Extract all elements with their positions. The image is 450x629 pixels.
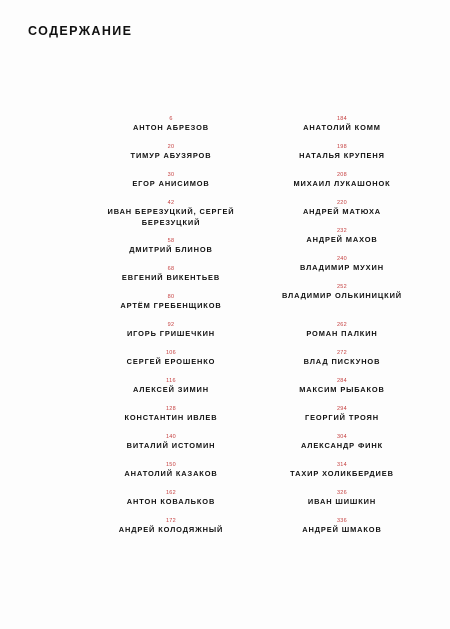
toc-entry[interactable] [86, 266, 256, 284]
toc-entry[interactable] [86, 434, 256, 452]
page-number: 262 [336, 322, 348, 328]
page-number: 198 [336, 144, 348, 150]
toc-entry[interactable] [86, 406, 256, 424]
entry-name: АНДРЕЙ КОЛОДЯЖНЫЙ [118, 525, 224, 534]
page-number: 106 [165, 350, 177, 356]
page-number: 20 [167, 144, 175, 150]
page-number: 128 [165, 406, 177, 412]
toc-entry[interactable] [86, 350, 256, 368]
toc-entry[interactable] [257, 322, 427, 340]
page-number: 336 [336, 518, 348, 524]
toc-entry[interactable] [257, 406, 427, 424]
page-number: 208 [336, 172, 348, 178]
page-number: 80 [167, 294, 175, 300]
entry-name: АЛЕКСЕЙ ЗИМИН [132, 385, 210, 394]
toc-entry[interactable] [86, 462, 256, 480]
page-number: 326 [336, 490, 348, 496]
entry-name: ИГОРЬ ГРИШЕЧКИН [126, 329, 216, 338]
page-number: 172 [165, 518, 177, 524]
toc-entry[interactable] [86, 518, 256, 536]
page-title: СОДЕРЖАНИЕ [28, 24, 133, 38]
page-number: 150 [165, 462, 177, 468]
toc-entry[interactable] [257, 144, 427, 162]
toc-entry[interactable] [257, 116, 427, 134]
entry-name: АНДРЕЙ МАТЮХА [302, 207, 382, 216]
entry-name: ЕВГЕНИЙ ВИКЕНТЬЕВ [121, 273, 221, 282]
toc-entry[interactable] [86, 172, 256, 190]
entry-name: НАТАЛЬЯ КРУПЕНЯ [299, 151, 385, 160]
page-number: 232 [336, 228, 348, 234]
toc-entry[interactable] [86, 490, 256, 508]
toc-entry[interactable] [257, 462, 427, 480]
page-number: 314 [336, 462, 348, 468]
entry-name: МИХАИЛ ЛУКАШОНОК [293, 179, 391, 188]
toc-entry[interactable] [86, 294, 256, 312]
page-number: 240 [336, 256, 348, 262]
toc-entry[interactable] [86, 378, 256, 396]
entry-name: ИВАН БЕРЕЗУЦКИЙ, СЕРГЕЙ БЕРЕЗУЦКИЙ [107, 207, 235, 227]
page-number: 140 [165, 434, 177, 440]
entry-name: АНАТОЛИЙ КОММ [303, 123, 381, 132]
toc-entry[interactable] [257, 172, 427, 190]
entry-name: АЛЕКСАНДР ФИНК [300, 441, 384, 450]
entry-name: ВИТАЛИЙ ИСТОМИН [126, 441, 216, 450]
entry-name: ВЛАД ПИСКУНОВ [303, 357, 381, 366]
toc-entry[interactable] [257, 228, 427, 246]
entry-name: ВЛАДИМИР МУХИН [300, 263, 384, 272]
entry-name: КОНСТАНТИН ИВЛЕВ [124, 413, 218, 422]
toc-entry[interactable] [257, 256, 427, 274]
entry-name: ДМИТРИЙ БЛИНОВ [129, 245, 213, 254]
entry-name: АРТЁМ ГРЕБЕНЩИКОВ [120, 301, 222, 310]
toc-entry[interactable] [86, 116, 256, 134]
toc-entry[interactable] [257, 378, 427, 396]
page-number: 68 [167, 266, 175, 272]
page-number: 92 [167, 322, 175, 328]
entry-name: ЕГОР АНИСИМОВ [132, 179, 210, 188]
toc-entry[interactable] [86, 200, 256, 228]
toc-entry[interactable] [257, 350, 427, 368]
page-number: 6 [169, 116, 173, 122]
entry-name: ТИМУР АБУЗЯРОВ [130, 151, 212, 160]
toc-entry[interactable] [86, 322, 256, 340]
page-number: 220 [336, 200, 348, 206]
entry-name: АНАТОЛИЙ КАЗАКОВ [124, 469, 218, 478]
page-number: 272 [336, 350, 348, 356]
toc-entry[interactable] [257, 518, 427, 536]
page-number: 162 [165, 490, 177, 496]
page-number: 184 [336, 116, 348, 122]
toc-entry[interactable] [257, 434, 427, 452]
page-number: 304 [336, 434, 348, 440]
toc-entry[interactable] [257, 284, 427, 302]
page-number: 284 [336, 378, 348, 384]
entry-name: АНТОН КОВАЛЬКОВ [126, 497, 216, 506]
page-number: 294 [336, 406, 348, 412]
entry-name: РОМАН ПАЛКИН [306, 329, 378, 338]
toc-entry[interactable] [257, 490, 427, 508]
entry-name: ИВАН ШИШКИН [307, 497, 377, 506]
entry-name: СЕРГЕЙ ЕРОШЕНКО [126, 357, 216, 366]
entry-name: ТАХИР ХОЛИКБЕРДИЕВ [290, 469, 394, 478]
toc-entry[interactable] [86, 144, 256, 162]
toc-entry[interactable] [257, 200, 427, 218]
entry-name: ВЛАДИМИР ОЛЬКИНИЦКИЙ [281, 291, 403, 300]
page-number: 42 [167, 200, 175, 206]
entry-name: АНТОН АБРЕЗОВ [133, 123, 209, 132]
entry-name: АНДРЕЙ МАХОВ [306, 235, 378, 244]
page-number: 116 [166, 378, 176, 384]
entry-name: АНДРЕЙ ШМАКОВ [302, 525, 382, 534]
entry-name: МАКСИМ РЫБАКОВ [299, 385, 385, 394]
page-number: 58 [167, 238, 175, 244]
page-number: 252 [336, 284, 348, 290]
page-number: 30 [167, 172, 175, 178]
entry-name: ГЕОРГИЙ ТРОЯН [304, 413, 379, 422]
toc-entry[interactable] [86, 238, 256, 256]
